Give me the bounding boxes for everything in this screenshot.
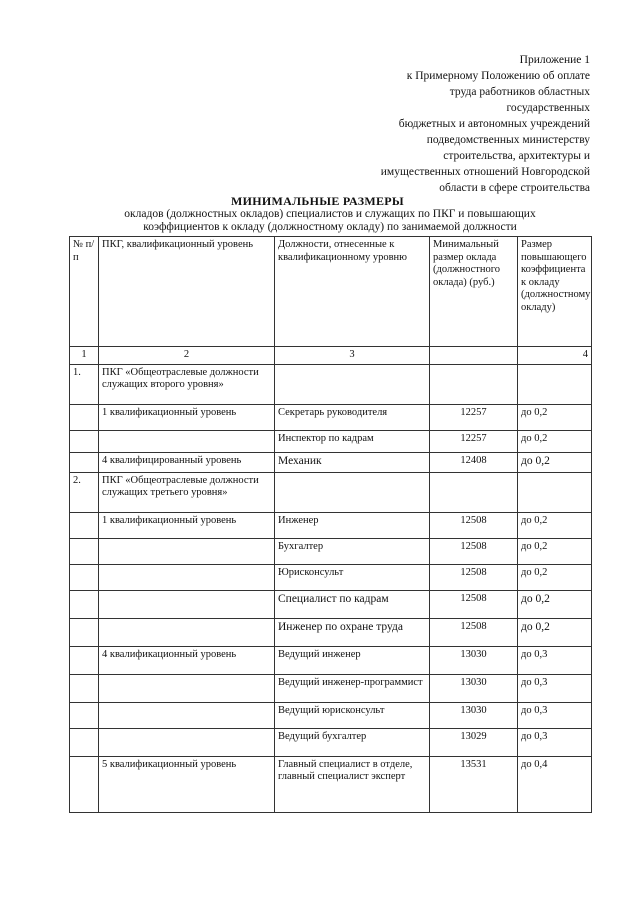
cell-num: 2. <box>70 472 99 512</box>
appendix-line: строительства, архитектуры и <box>443 150 590 162</box>
cell-position: Инженер по охране труда <box>275 618 430 646</box>
cell-coef: до 0,4 <box>518 756 592 812</box>
cell-pkg <box>99 590 275 618</box>
cell-num <box>70 702 99 728</box>
cell-position: Главный специалист в отделе, главный специалист эксперт <box>275 756 430 812</box>
cell-coef: до 0,2 <box>518 590 592 618</box>
cell-pkg <box>99 728 275 756</box>
cell-pkg: 4 квалифицированный уровень <box>99 452 275 472</box>
cell-coef: до 0,2 <box>518 452 592 472</box>
appendix-line: подведомственных министерству <box>426 134 590 146</box>
cell-num <box>70 512 99 538</box>
cell-pkg: 4 квалификационный уровень <box>99 646 275 674</box>
col-number: 1 <box>70 347 99 365</box>
header-position: Должности, отнесенные к квалификационному уровню <box>275 237 430 347</box>
cell-salary: 12508 <box>430 618 518 646</box>
table-row <box>70 538 592 564</box>
cell-salary: 13029 <box>430 728 518 756</box>
table-row <box>70 618 592 646</box>
cell-pkg: 1 квалификационный уровень <box>99 512 275 538</box>
appendix-line: области в сфере строительства <box>439 182 590 194</box>
table-row <box>70 472 592 512</box>
cell-coef: до 0,2 <box>518 404 592 430</box>
cell-num <box>70 564 99 590</box>
header-pkg: ПКГ, квалификационный уровень <box>99 237 275 347</box>
cell-num <box>70 452 99 472</box>
cell-position: Ведущий бухгалтер <box>275 728 430 756</box>
cell-position: Ведущий инженер <box>275 646 430 674</box>
cell-pkg <box>99 430 275 452</box>
header-coef: Размер повышающего коэффициента к окладу (должностному окладу) <box>518 237 592 347</box>
cell-position: Инспектор по кадрам <box>275 430 430 452</box>
cell-pkg: 5 квалификационный уровень <box>99 756 275 812</box>
cell-coef: до 0,3 <box>518 702 592 728</box>
table-row <box>70 512 592 538</box>
cell-position: Секретарь руководителя <box>275 404 430 430</box>
col-number: 4 <box>518 347 592 365</box>
cell-pkg: ПКГ «Общеотраслевые должности служащих второго уровня» <box>99 364 275 404</box>
cell-position: Ведущий юрисконсульт <box>275 702 430 728</box>
cell-salary: 12508 <box>430 538 518 564</box>
appendix-line: Приложение 1 <box>519 54 590 66</box>
table-row <box>70 564 592 590</box>
cell-coef: до 0,3 <box>518 646 592 674</box>
cell-num <box>70 674 99 702</box>
subtitle-line: коэффициентов к окладу (должностному окладу) по занимаемой должности <box>143 221 517 233</box>
col-number <box>430 347 518 365</box>
appendix-line: имущественных отношений Новгородской <box>380 166 590 178</box>
header-num: № п/п <box>70 237 99 347</box>
cell-pkg <box>99 674 275 702</box>
cell-position: Механик <box>275 452 430 472</box>
appendix-line: бюджетных и автономных учреждений <box>398 118 590 130</box>
cell-salary <box>430 364 518 404</box>
table-row <box>70 364 592 404</box>
table-row <box>70 404 592 430</box>
cell-num <box>70 404 99 430</box>
cell-salary: 13531 <box>430 756 518 812</box>
cell-salary <box>430 472 518 512</box>
cell-salary: 13030 <box>430 674 518 702</box>
table-row <box>70 674 592 702</box>
cell-coef: до 0,2 <box>518 430 592 452</box>
salary-table <box>69 236 592 813</box>
cell-salary: 12508 <box>430 564 518 590</box>
table-row <box>70 702 592 728</box>
header-salary: Минимальный размер оклада (должностного оклада) (руб.) <box>430 237 518 347</box>
cell-coef: до 0,3 <box>518 674 592 702</box>
column-number-row <box>70 347 592 365</box>
cell-salary: 12508 <box>430 590 518 618</box>
cell-position <box>275 472 430 512</box>
cell-pkg <box>99 702 275 728</box>
cell-num <box>70 618 99 646</box>
cell-coef: до 0,2 <box>518 512 592 538</box>
cell-position: Ведущий инженер-программист <box>275 674 430 702</box>
cell-coef: до 0,2 <box>518 618 592 646</box>
cell-num <box>70 590 99 618</box>
document-subtitle <box>80 208 580 234</box>
cell-num <box>70 728 99 756</box>
cell-salary: 12257 <box>430 404 518 430</box>
cell-coef: до 0,2 <box>518 564 592 590</box>
table-row <box>70 430 592 452</box>
cell-position: Бухгалтер <box>275 538 430 564</box>
cell-position <box>275 364 430 404</box>
appendix-header <box>270 52 590 196</box>
cell-salary: 12257 <box>430 430 518 452</box>
appendix-line: государственных <box>506 102 590 114</box>
cell-pkg: 1 квалификационный уровень <box>99 404 275 430</box>
cell-position: Юрисконсульт <box>275 564 430 590</box>
cell-coef <box>518 472 592 512</box>
cell-num <box>70 756 99 812</box>
table-header-row <box>70 237 592 347</box>
cell-coef: до 0,2 <box>518 538 592 564</box>
col-number: 3 <box>275 347 430 365</box>
cell-coef: до 0,3 <box>518 728 592 756</box>
cell-salary: 13030 <box>430 702 518 728</box>
table-row <box>70 590 592 618</box>
appendix-line: к Примерному Положению об оплате <box>406 70 590 82</box>
subtitle-line: окладов (должностных окладов) специалистов и служащих по ПКГ и повышающих <box>124 208 536 220</box>
table-row <box>70 646 592 674</box>
cell-num <box>70 646 99 674</box>
document-title: МИНИМАЛЬНЫЕ РАЗМЕРЫ <box>231 194 404 208</box>
cell-salary: 12408 <box>430 452 518 472</box>
table-row <box>70 452 592 472</box>
cell-pkg <box>99 538 275 564</box>
cell-coef <box>518 364 592 404</box>
cell-position: Специалист по кадрам <box>275 590 430 618</box>
col-number: 2 <box>99 347 275 365</box>
table-row <box>70 756 592 812</box>
cell-pkg: ПКГ «Общеотраслевые должности служащих третьего уровня» <box>99 472 275 512</box>
cell-salary: 12508 <box>430 512 518 538</box>
appendix-line: труда работников областных <box>449 86 590 98</box>
cell-pkg <box>99 564 275 590</box>
table-row <box>70 728 592 756</box>
cell-num <box>70 538 99 564</box>
cell-num: 1. <box>70 364 99 404</box>
cell-position: Инженер <box>275 512 430 538</box>
cell-salary: 13030 <box>430 646 518 674</box>
cell-num <box>70 430 99 452</box>
cell-pkg <box>99 618 275 646</box>
